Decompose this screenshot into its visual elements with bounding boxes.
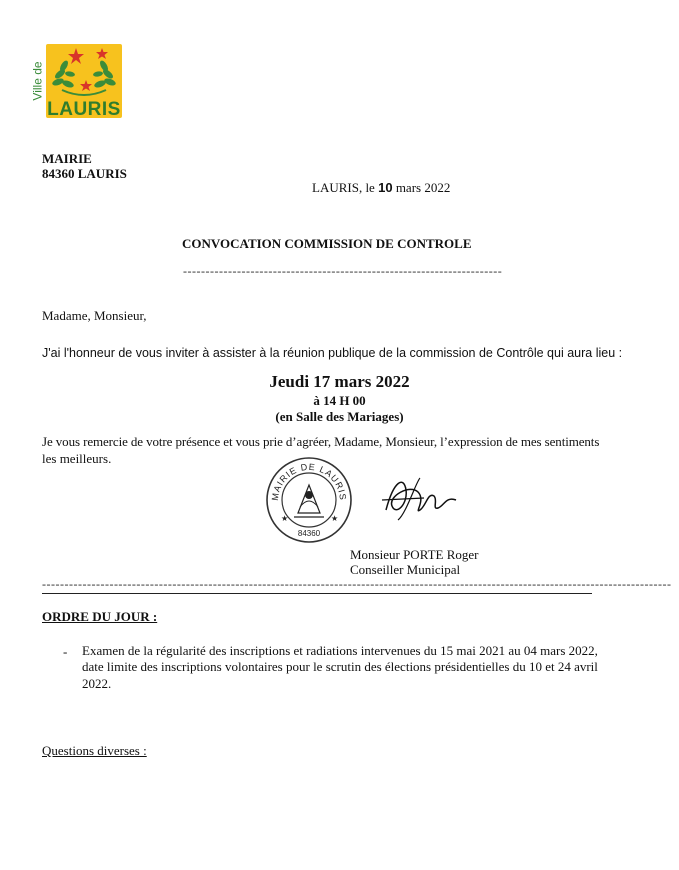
agenda-item-line-3: 2022. bbox=[82, 676, 112, 691]
logo-side-text: Ville de bbox=[31, 61, 46, 101]
seal-icon bbox=[264, 455, 354, 545]
meeting-date: Jeudi 17 mars 2022 bbox=[269, 372, 410, 391]
agenda-item-line-1: Examen de la régularité des inscriptions et radiations intervenues du 15 mai 2021 au 04 mars 2022, bbox=[82, 643, 598, 658]
town-hall-stamp bbox=[264, 455, 354, 545]
title-separator: ----------------------------------------------------------------------- bbox=[183, 264, 503, 278]
stamp-bottom-text: 84360 bbox=[297, 529, 321, 538]
agenda-heading: ORDRE DU JOUR : bbox=[42, 609, 158, 624]
svg-text:★: ★ bbox=[281, 514, 289, 523]
date-suffix: mars 2022 bbox=[395, 180, 451, 195]
salutation: Madame, Monsieur, bbox=[42, 308, 147, 323]
header-mairie: MAIRIE bbox=[42, 151, 92, 166]
signatory-name: Monsieur PORTE Roger bbox=[350, 547, 479, 562]
meeting-place: (en Salle des Mariages) bbox=[275, 409, 404, 424]
intro-text: J'ai l'honneur de vous inviter à assister à la réunion publique de la commission de Contrôle qui aura lieu : bbox=[42, 346, 623, 360]
agenda-bullet: - bbox=[63, 644, 68, 659]
header-address: 84360 LAURIS bbox=[42, 166, 127, 181]
closing-line-1: Je vous remercie de votre présence et vous prie d’agréer, Madame, Monsieur, l’expression de mes sentiments bbox=[42, 434, 600, 449]
handwritten-signature bbox=[376, 470, 466, 526]
date-day: 10 bbox=[378, 180, 393, 195]
laurel-icon bbox=[46, 44, 122, 100]
date-line bbox=[312, 180, 450, 196]
signatory-role: Conseiller Municipal bbox=[350, 562, 461, 577]
stamp-top-text: MAIRIE DE LAURIS bbox=[269, 461, 349, 502]
section-separator: -------------------------------------------------------------------------------------------------------------------------------------------- bbox=[42, 577, 592, 594]
svg-text:★: ★ bbox=[331, 514, 339, 523]
document-title: CONVOCATION COMMISSION DE CONTROLE bbox=[182, 236, 472, 251]
logo-name: LAURIS bbox=[47, 99, 121, 120]
town-logo bbox=[30, 44, 124, 120]
date-prefix: LAURIS, le bbox=[312, 180, 375, 195]
meeting-time: à 14 H 00 bbox=[313, 393, 366, 408]
signature-icon bbox=[376, 470, 466, 526]
closing-line-2: les meilleurs. bbox=[42, 451, 112, 466]
agenda-item-line-2: date limite des inscriptions volontaires pour le scrutin des élections présidentielles du 10 et 24 avril bbox=[82, 659, 598, 674]
questions-diverses: Questions diverses : bbox=[42, 743, 147, 758]
